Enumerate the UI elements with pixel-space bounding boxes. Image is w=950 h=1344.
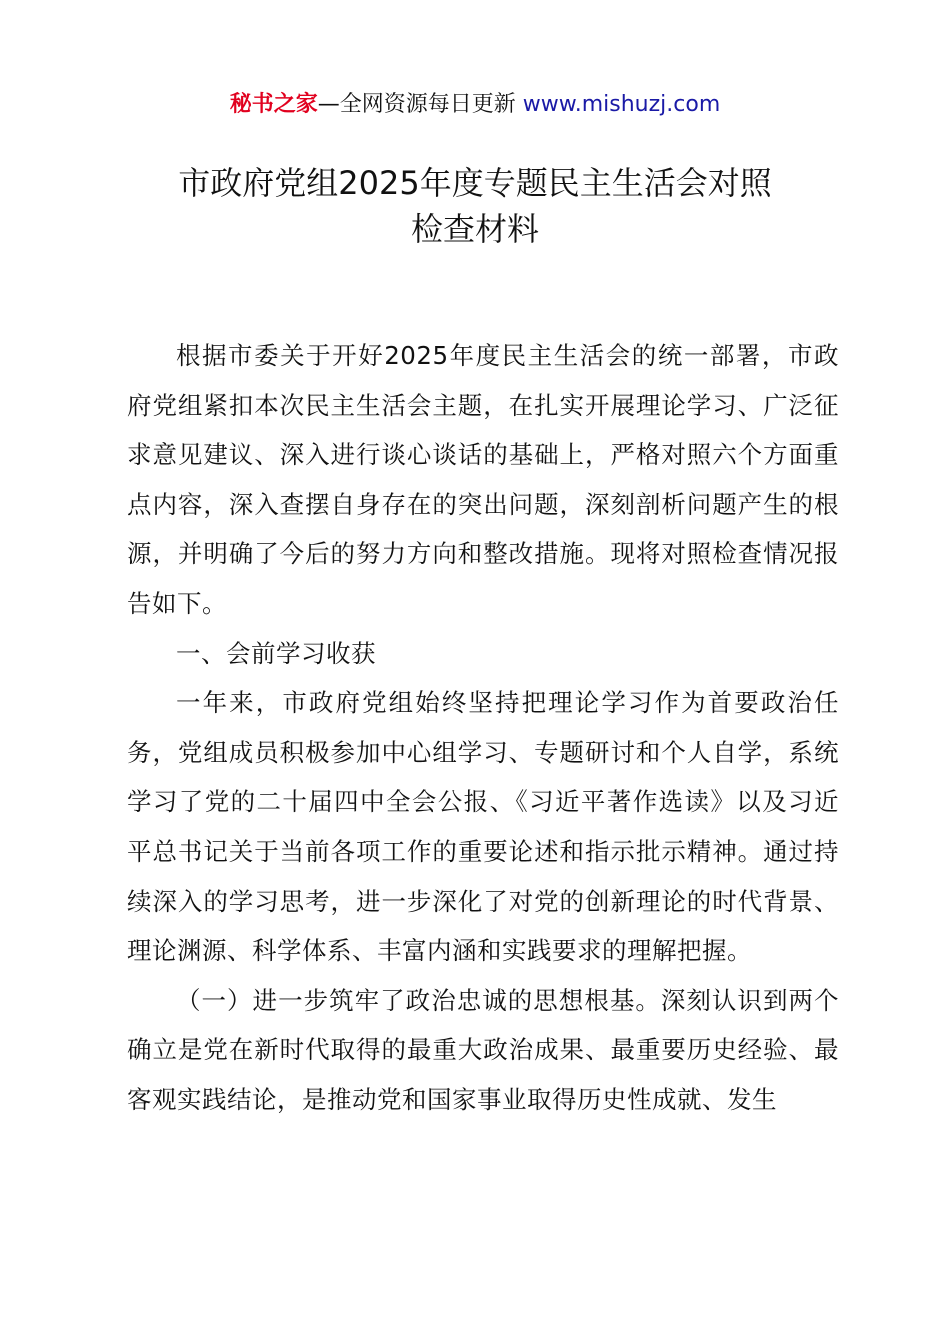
site-brand: 秘书之家 — [229, 92, 318, 117]
paragraph-study: 一年来，市政府党组始终坚持把理论学习作为首要政治任务，党组成员积极参加中心组学习、专题研讨和个人自学，系统学习了党的二十届四中全会公报、《习近平著作选读》以及习近平总书记关于当前各项工作的重要论述和指示批示精神。通过持续深入的学习思考，进一步深化了对党的创新理论的时代背景、理论渊源、科学体系、丰富内涵和实践要求的理解把握。 — [127, 688, 839, 966]
document-title-line-2: 检查材料 — [410, 210, 539, 248]
paragraph-point-1: （一）进一步筑牢了政治忠诚的思想根基。深刻认识到两个确立是党在新时代取得的最重大政治成果、最重要历史经验、最客观实践结论，是推动党和国家事业取得历史性成就、发生 — [127, 985, 839, 1114]
document-title — [100, 160, 850, 252]
site-tagline: —全网资源每日更新 — [317, 92, 523, 117]
document-title-line-1: 市政府党组2025年度专题民主生活会对照 — [178, 164, 772, 202]
document-body — [127, 331, 839, 1125]
site-url-link[interactable]: www.mishuzj.com — [522, 92, 721, 117]
section-heading: 一、会前学习收获 — [176, 638, 376, 668]
site-header — [0, 88, 950, 122]
paragraph-intro: 根据市委关于开好2025年度民主生活会的统一部署，市政府党组紧扣本次民主生活会主题，在扎实开展理论学习、广泛征求意见建议、深入进行谈心谈话的基础上，严格对照六个方面重点内容，深入查摆自身存在的突出问题，深刻剖析问题产生的根源，并明确了今后的努力方向和整改措施。现将对照检查情况报告如下。 — [127, 341, 839, 618]
